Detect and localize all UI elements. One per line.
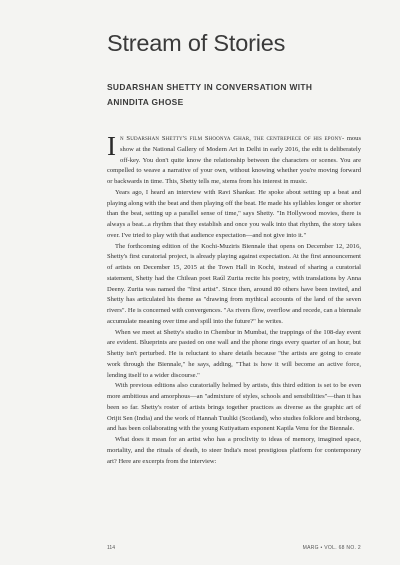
subtitle-line-1: SUDARSHAN SHETTY IN CONVERSATION WITH	[107, 82, 313, 92]
subtitle-line-2: ANINDITA GHOSE	[107, 97, 184, 107]
paragraph-4: When we meet at Shetty's studio in Chembur in Mumbai, the trappings of the 108-day event are evident. Blueprints are pasted on one wall and the phone rings every quarter of an hour, but Shetty isn't perturbed. He is reluctant to share details because "the artists are going to create work through the Biennale," he says, adding, "That is how it will become an active force, lending itself to a wider discourse."	[107, 328, 361, 379]
article-body	[107, 131, 361, 467]
article-subtitle	[107, 80, 357, 110]
paragraph-1	[107, 131, 361, 188]
opening-line: n Sudarshan Shetty's film Shoonya Ghar, the centrepiece of his epony-	[120, 135, 345, 142]
paragraph-1-text: mous show at the National Gallery of Modern Art in Delhi in early 2016, the edit is deliberately off-key. You don't quite know the relationship between the characters or scenes. You are compelled to weave a narrative of your own, without knowing whether you're moving forward or backwards in time. This, Shetty tells me, stems from his interest in music.	[107, 135, 361, 185]
paragraph-6: What does it mean for an artist who has a proclivity to ideas of memory, imagined space, mortality, and the rituals of death, to steer India's most prestigious platform for contemporary art? Here are excerpts from the interview:	[107, 436, 361, 465]
article-title: Stream of Stories	[107, 30, 286, 56]
page-number: 114	[107, 545, 115, 551]
running-head: MARG • VOL. 68 NO. 2	[302, 545, 361, 551]
paragraph-5: With previous editions also curatorially helmed by artists, this third edition is set to be even more ambitious and amorphous—an "admixture of styles, schools and sensibilities"—than it has been so far. Shetty's roster of artists brings together practices as diverse as the graphic art of Orijit Sen (India) and the work of Hannah Tuuliki (Scotland), who studies folklore and birdsong, and has been collaborating with the young Kutiyattam exponent Kapila Venu for the Biennale.	[107, 382, 361, 433]
drop-cap: I	[107, 131, 116, 161]
paragraph-3: The forthcoming edition of the Kochi-Muziris Biennale that opens on December 12, 2016, Shetty's first curatorial project, is already playing against expectation. At the first announcement of artists on December 15, 2015 at the Town Hall in Kochi, instead of sharing a curatorial statement, Shetty had the Chilean poet Raúl Zurita recite his poetry, with translations by Anna Deeny. Zurita was named the "first artist". Since then, around 80 others have been invited, and Shetty has articulated his theme as "drawing from mythical accounts of the land of the seven rivers". He is concerned with convergences. "As rivers flow, overflow and recede, can a biennale accumulate meaning over time and spill into the future?" he writes.	[107, 242, 361, 325]
paragraph-2: Years ago, I heard an interview with Ravi Shankar. He spoke about setting up a beat and playing along with the beat and then playing off the beat. He made his syllables longer or shorter than the beat, setting up a parallel sense of time," says Shetty. "In Hollywood movies, there is always a beat...a rhythm that they establish and once you walk into that rhythm, the story takes over. I've tried to play with that audience expectation—and not give into it."	[107, 188, 361, 239]
